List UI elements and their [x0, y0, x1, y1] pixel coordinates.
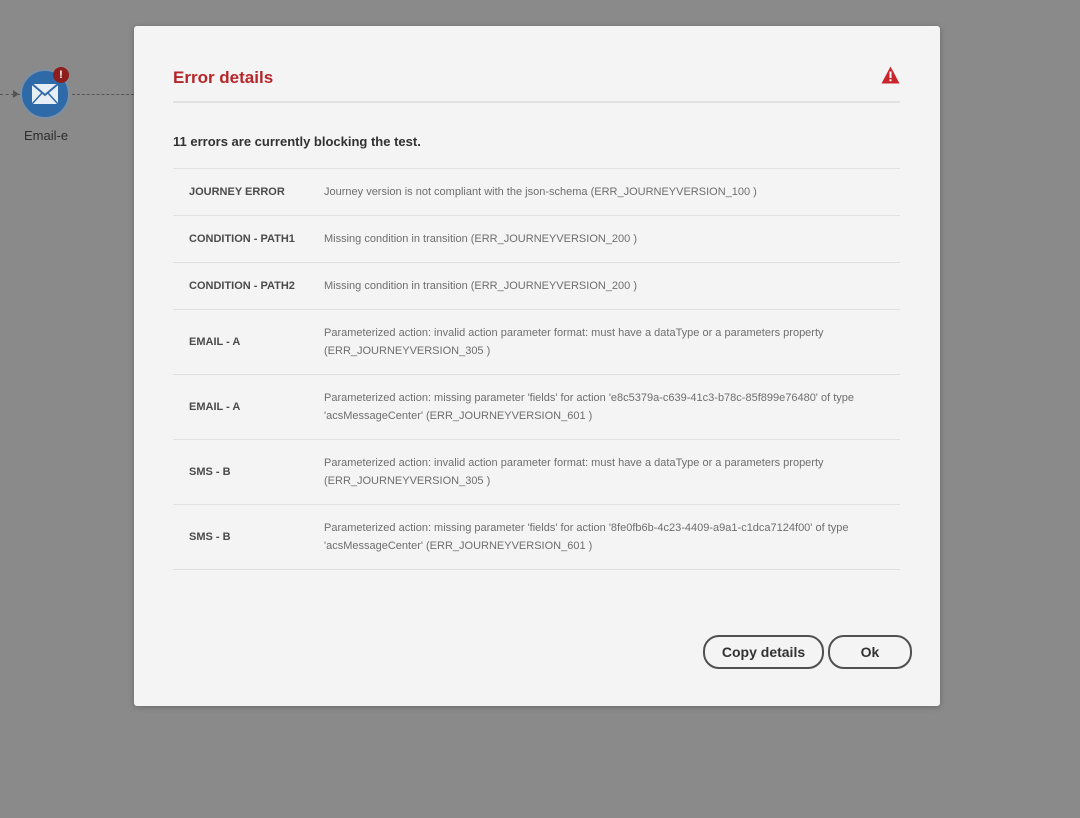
- table-row: [173, 169, 900, 216]
- error-badge-icon: !: [53, 67, 69, 83]
- copy-details-button[interactable]: Copy details: [703, 635, 824, 669]
- table-row: [173, 216, 900, 263]
- table-row: [173, 505, 900, 570]
- error-details-dialog: [134, 26, 940, 706]
- error-message: Parameterized action: invalid action parameter format: must have a dataType or a parameters property (ERR_JOURNEYVERSION_305 ): [324, 327, 824, 357]
- error-message: Journey version is not compliant with the json-schema (ERR_JOURNEYVERSION_100 ): [324, 186, 757, 198]
- error-source: CONDITION - PATH1: [189, 233, 295, 245]
- error-message: Parameterized action: invalid action parameter format: must have a dataType or a parameters property (ERR_JOURNEYVERSION_305 ): [324, 457, 824, 487]
- arrow-icon: [13, 90, 19, 98]
- node-label: Email-e: [24, 128, 69, 143]
- error-table: [173, 168, 900, 570]
- error-source: JOURNEY ERROR: [189, 186, 285, 198]
- error-message: Parameterized action: missing parameter 'fields' for action '8fe0fb6b-4c23-4409-a9a1-c1dca7124f00' of type 'acsMessageCenter' (ERR_JOURNEYVERSION_601 ): [324, 522, 849, 552]
- ok-button[interactable]: Ok: [828, 635, 912, 669]
- table-row: [173, 310, 900, 375]
- dialog-header: [173, 66, 900, 103]
- alert-triangle-icon: [881, 66, 900, 84]
- error-message: Missing condition in transition (ERR_JOURNEYVERSION_200 ): [324, 233, 638, 245]
- email-icon: [32, 84, 58, 104]
- dialog-title: Error details: [173, 68, 274, 87]
- error-source: SMS - B: [189, 531, 231, 543]
- error-message: Parameterized action: missing parameter 'fields' for action 'e8c5379a-c639-41c3-b78c-85f899e76480' of type 'acsMessageCenter' (ERR_JOURNEYVERSION_601 ): [324, 392, 854, 422]
- error-source: CONDITION - PATH2: [189, 280, 295, 292]
- error-source: EMAIL - A: [189, 336, 241, 348]
- error-source: EMAIL - A: [189, 401, 241, 413]
- error-source: SMS - B: [189, 466, 231, 478]
- email-activity-node[interactable]: [20, 69, 70, 119]
- table-row: [173, 375, 900, 440]
- table-row: [173, 263, 900, 310]
- connector-line-out: [72, 94, 134, 95]
- error-message: Missing condition in transition (ERR_JOURNEYVERSION_200 ): [324, 280, 638, 292]
- table-row: [173, 440, 900, 505]
- error-summary: 11 errors are currently blocking the test.: [173, 134, 421, 149]
